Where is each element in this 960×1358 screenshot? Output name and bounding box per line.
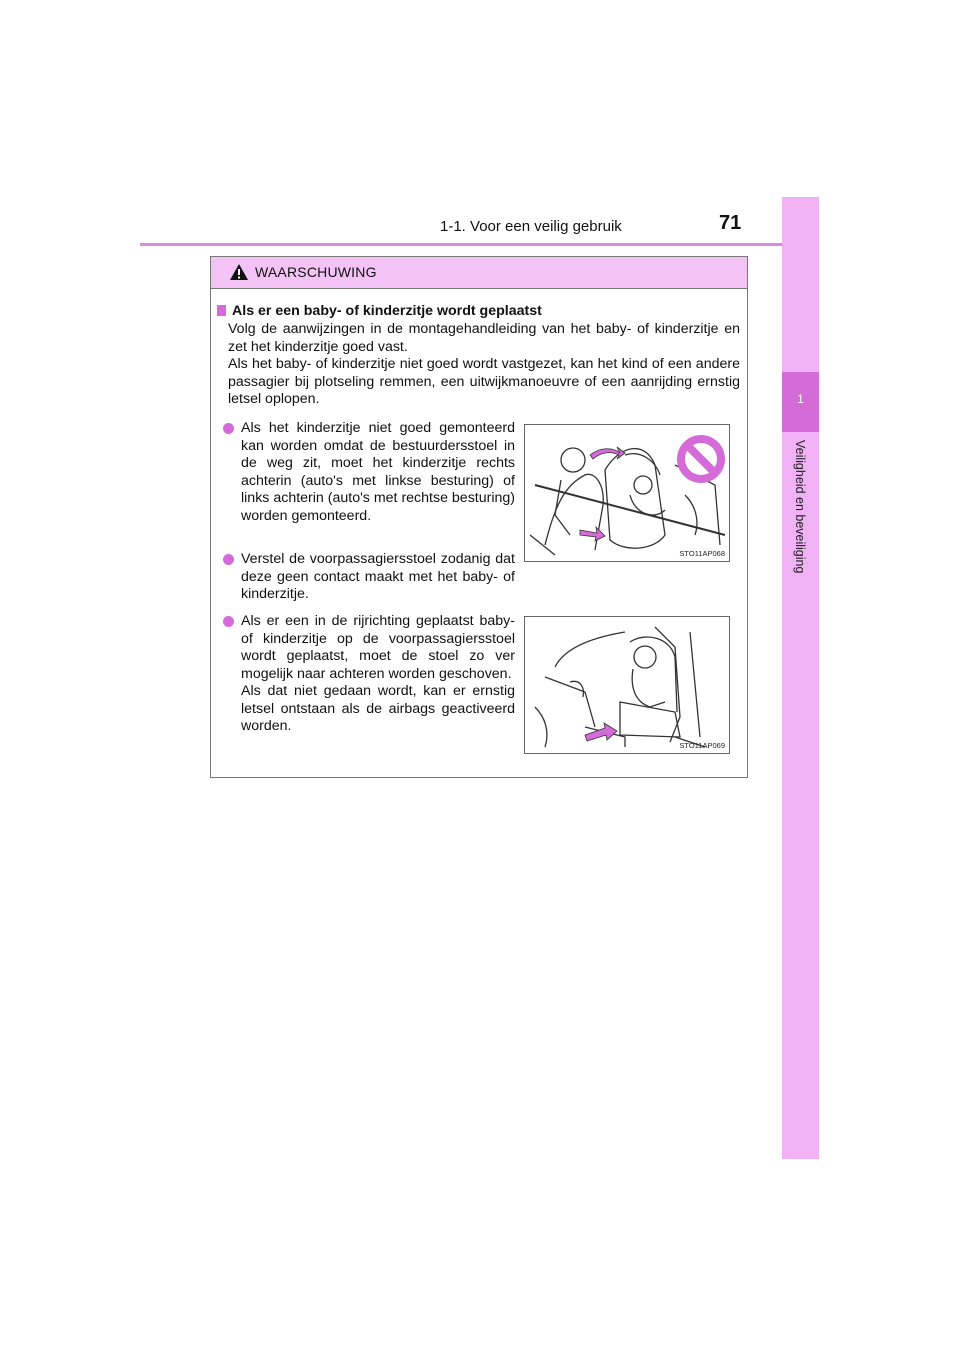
bullet-text-3-extra: Als dat niet gedaan wordt, kan er ernstig letsel ontstaan als de airbags geactiveerd worden. [241,683,515,734]
warning-title: WAARSCHUWING [255,264,377,280]
prohibited-icon [677,435,725,483]
car-seat-illustration-1 [525,425,729,561]
running-header: 1-1. Voor een veilig gebruik [440,218,622,235]
bullet-dot-icon [223,423,234,434]
bullet-dot-icon [223,616,234,627]
bullet-dot-icon [223,554,234,565]
illustration-rear-facing-seat [524,424,730,562]
intro-text [228,321,740,409]
warning-triangle-icon [229,263,249,281]
intro-paragraph-2: Als het baby- of kinderzitje niet goed wordt vastgezet, kan het kind of een andere passagier bij plotseling remmen, een uitwijkmanoeuvre of een aanrijding ernstig letsel oplopen. [228,356,740,407]
figure-code: STO11AP069 [679,741,725,750]
bullet-item-1 [223,420,515,525]
bullet-item-2 [223,551,515,604]
header-rule [140,243,818,246]
bullet-text-1: Als het kinderzitje niet goed gemonteerd kan worden omdat de bestuurdersstoel in de weg zit, moet het kinderzitje rechts achterin (auto's met linkse besturing) of links achterin (auto's met rechtse besturing) worden gemonteerd. [241,420,515,524]
illustration-forward-facing-seat [524,616,730,754]
section-heading-text: Als er een baby- of kinderzitje wordt geplaatst [232,303,542,319]
warning-box [210,256,748,778]
bullet-text-2: Verstel de voorpassagiersstoel zodanig dat deze geen contact maakt met het baby- of kinderzitje. [241,551,515,602]
bullet-text-3: Als er een in de rijrichting geplaatst baby- of kinderzitje op de voorpassagiersstoel wordt geplaatst, moet de stoel zo ver mogelijk naar achteren worden geschoven. [241,613,515,682]
square-bullet-icon [217,305,226,316]
chapter-number: 1 [797,392,804,406]
bullet-item-3 [223,613,515,736]
page-number: 71 [719,212,742,234]
chapter-label: Veiligheid en beveiliging [793,440,807,574]
intro-paragraph-1: Volg de aanwijzingen in de montagehandleiding van het baby- of kinderzitje en zet het kinderzitje goed vast. [228,321,740,355]
warning-header [211,257,747,289]
car-seat-illustration-2 [525,617,729,753]
figure-code: STO11AP068 [679,549,725,558]
section-heading [217,303,542,319]
chapter-side-tab [782,197,819,1159]
